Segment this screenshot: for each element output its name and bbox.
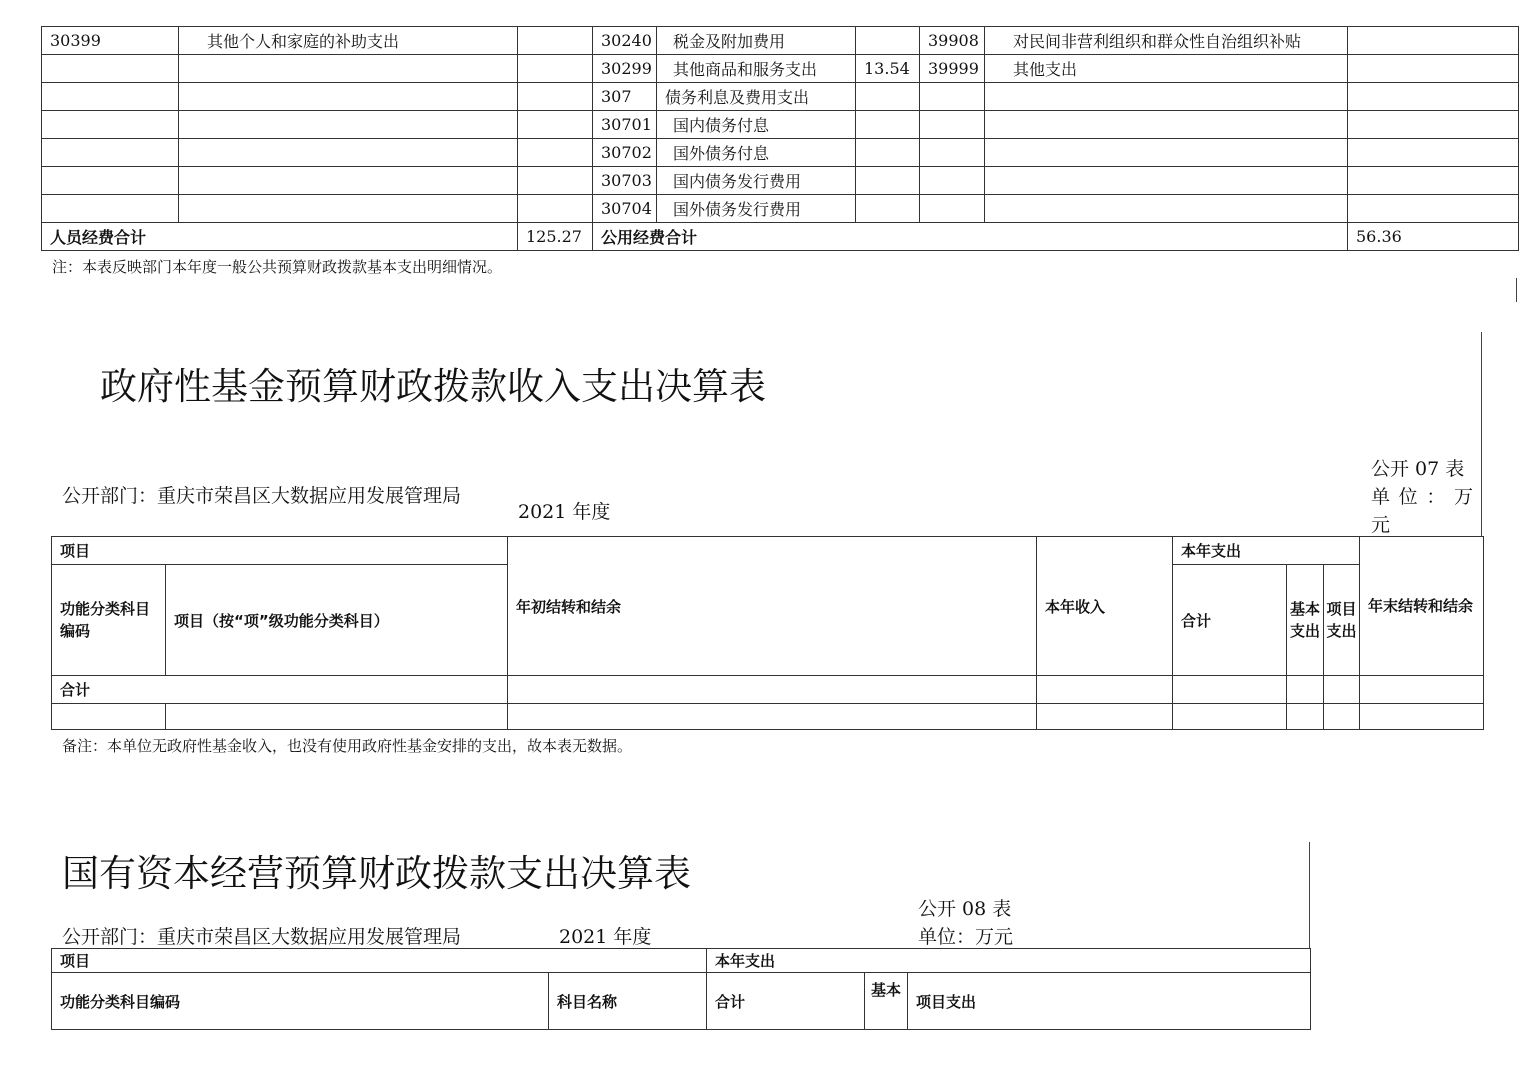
section08-department: 公开部门：重庆市荣昌区大数据应用发展管理局: [62, 926, 462, 948]
cell-amount-right: [1348, 195, 1519, 223]
cell-name-mid: 国内债务付息: [657, 111, 856, 139]
cell-code-right: [920, 167, 985, 195]
cell-code-right: [920, 139, 985, 167]
s08-header-subject-name: 科目名称: [549, 973, 707, 1030]
cell-name-left: [179, 111, 518, 139]
cell-amount-mid: [856, 27, 920, 55]
cell-name-right: [985, 83, 1348, 111]
section07-form-no: 公开 07 表: [1371, 458, 1465, 480]
s08-header-project: 项目: [52, 949, 707, 973]
section07-edge-line: [1481, 332, 1482, 536]
cell-amount-right: [1348, 139, 1519, 167]
table-row: [42, 83, 1519, 111]
fund-total-row: [52, 676, 1484, 704]
table-row: [42, 139, 1519, 167]
public-total-label: 公用经费合计: [593, 223, 1348, 251]
header-end-balance: 年末结转和结余: [1360, 537, 1484, 676]
section07-unit: 单 位 ： 万 元: [1371, 486, 1473, 536]
cell-name-mid: 国外债务发行费用: [657, 195, 856, 223]
cell-code-right: 39999: [920, 55, 985, 83]
table-row: [42, 55, 1519, 83]
header-exp-total: 合计: [1173, 565, 1287, 676]
cell-name-right: 对民间非营利组织和群众性自治组织补贴: [985, 27, 1348, 55]
header-project-name: 项目（按“项”级功能分类科目）: [166, 565, 508, 676]
header-expenditure: 本年支出: [1173, 537, 1360, 565]
section07-note: 备注：本单位无政府性基金收入，也没有使用政府性基金安排的支出，故本表无数据。: [62, 737, 633, 755]
cell-amount-mid: [856, 111, 920, 139]
cell-amount-right: [1348, 111, 1519, 139]
cell-name-right: [985, 195, 1348, 223]
cell-name-mid: 其他商品和服务支出: [657, 55, 856, 83]
table-row: [42, 167, 1519, 195]
cell-name-mid: 国内债务发行费用: [657, 167, 856, 195]
header-exp-project: 项目支出: [1324, 565, 1360, 676]
cell-name-left: [179, 55, 518, 83]
cell-code-mid: 30240: [593, 27, 657, 55]
cell-amount-left: [518, 55, 593, 83]
header-begin-balance: 年初结转和结余: [508, 537, 1037, 676]
cell-amount-mid: [856, 83, 920, 111]
cell-name-left: [179, 139, 518, 167]
state-capital-table: [51, 948, 1311, 1030]
personnel-total-value: 125.27: [518, 223, 593, 251]
cell-code-right: [920, 83, 985, 111]
fund-empty-row: [52, 704, 1484, 730]
cell-code-left: [42, 195, 179, 223]
section08-edge-line: [1309, 842, 1310, 948]
cell-amount-left: [518, 111, 593, 139]
public-total-value: 56.36: [1348, 223, 1519, 251]
cell-code-left: [42, 111, 179, 139]
cell-amount-right: [1348, 27, 1519, 55]
cell-amount-left: [518, 139, 593, 167]
cell-name-left: 其他个人和家庭的补助支出: [179, 27, 518, 55]
cell-code-mid: 30704: [593, 195, 657, 223]
cell-name-mid: 国外债务付息: [657, 139, 856, 167]
cell-code-mid: 30702: [593, 139, 657, 167]
table1-note: 注：本表反映部门本年度一般公共预算财政拨款基本支出明细情况。: [52, 258, 503, 276]
cell-amount-right: [1348, 83, 1519, 111]
cell-name-mid: 债务利息及费用支出: [657, 83, 856, 111]
s08-header-expenditure: 本年支出: [707, 949, 1311, 973]
table-row: [42, 195, 1519, 223]
cell-code-right: [920, 111, 985, 139]
cell-name-right: 其他支出: [985, 55, 1348, 83]
section08-title: 国有资本经营预算财政拨款支出决算表: [62, 852, 691, 895]
s08-header-exp-basic: 基本: [865, 973, 908, 1030]
government-fund-table: [51, 536, 1484, 730]
header-project: 项目: [52, 537, 508, 565]
cell-amount-mid: [856, 195, 920, 223]
fund-total-label: 合计: [52, 676, 508, 704]
cell-amount-right: [1348, 167, 1519, 195]
cell-code-left: [42, 55, 179, 83]
cell-amount-left: [518, 195, 593, 223]
cell-code-right: 39908: [920, 27, 985, 55]
cell-code-left: 30399: [42, 27, 179, 55]
section08-year: 2021 年度: [559, 926, 652, 948]
s08-header-exp-project: 项目支出: [908, 973, 1311, 1030]
cell-name-left: [179, 83, 518, 111]
cell-code-left: [42, 139, 179, 167]
section08-form-no: 公开 08 表: [918, 898, 1012, 920]
s08-header-exp-total: 合计: [707, 973, 865, 1030]
table-row: [42, 27, 1519, 55]
section07-department: 公开部门：重庆市荣昌区大数据应用发展管理局: [62, 485, 462, 507]
cell-code-mid: 30701: [593, 111, 657, 139]
cell-amount-left: [518, 167, 593, 195]
section08-unit: 单位：万元: [918, 926, 1014, 948]
page-edge-line: [1516, 278, 1517, 302]
cell-amount-left: [518, 27, 593, 55]
cell-amount-left: [518, 83, 593, 111]
personnel-total-label: 人员经费合计: [42, 223, 518, 251]
section07-title: 政府性基金预算财政拨款收入支出决算表: [100, 365, 766, 408]
cell-code-mid: 307: [593, 83, 657, 111]
cell-code-left: [42, 83, 179, 111]
cell-amount-right: [1348, 55, 1519, 83]
cell-name-mid: 税金及附加费用: [657, 27, 856, 55]
header-income: 本年收入: [1037, 537, 1173, 676]
expense-total-row: [42, 223, 1519, 251]
basic-expenditure-detail-table: [41, 26, 1519, 251]
header-exp-basic: 基本支出: [1287, 565, 1324, 676]
cell-code-left: [42, 167, 179, 195]
section07-year: 2021 年度: [518, 501, 611, 523]
s08-header-func-code: 功能分类科目编码: [52, 973, 549, 1030]
table-row: [42, 111, 1519, 139]
cell-name-right: [985, 167, 1348, 195]
cell-code-mid: 30703: [593, 167, 657, 195]
cell-code-right: [920, 195, 985, 223]
cell-amount-mid: 13.54: [856, 55, 920, 83]
header-func-code: 功能分类科目编码: [52, 565, 166, 676]
cell-code-mid: 30299: [593, 55, 657, 83]
cell-name-left: [179, 167, 518, 195]
cell-name-right: [985, 111, 1348, 139]
cell-name-left: [179, 195, 518, 223]
cell-amount-mid: [856, 139, 920, 167]
cell-name-right: [985, 139, 1348, 167]
cell-amount-mid: [856, 167, 920, 195]
